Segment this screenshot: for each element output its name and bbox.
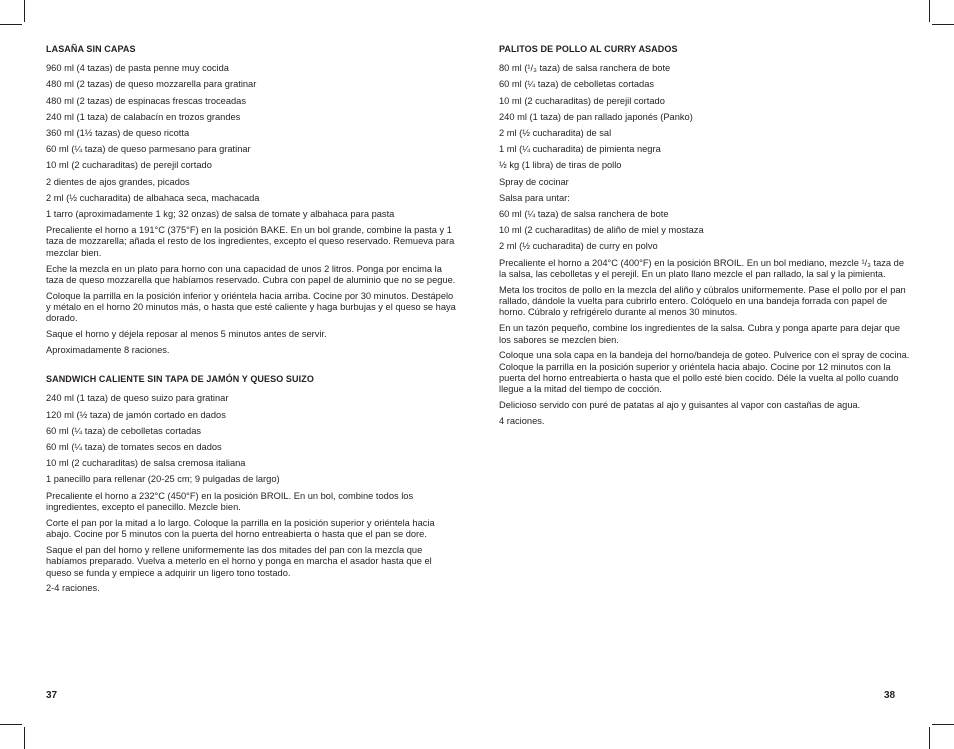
ingredient-line: 10 ml (2 cucharaditas) de aliño de miel y mostaza <box>499 225 704 236</box>
recipe-title: SANDWICH CALIENTE SIN TAPA DE JAMÓN Y QUESO SUIZO <box>46 374 314 385</box>
servings-note: 4 raciones. <box>499 416 545 427</box>
recipe-sandwich <box>46 374 458 595</box>
crop-mark <box>24 727 25 749</box>
ingredient-line: 2 ml (½ cucharadita) de sal <box>499 128 612 139</box>
recipe-lasagna <box>46 44 458 357</box>
ingredient-line: Spray de cocinar <box>499 176 569 187</box>
ingredient-line: 1 tarro (aproximadamente 1 kg; 32 onzas) de salsa de tomate y albahaca para pasta <box>46 208 395 219</box>
page-number-left: 37 <box>46 690 58 701</box>
right-page-column <box>499 44 911 432</box>
ingredient-line: 60 ml (¼ taza) de tomates secos en dados <box>46 441 222 452</box>
servings-note: 2-4 raciones. <box>46 583 100 594</box>
instruction-paragraph: Saque el horno y déjela reposar al menos 5 minutos antes de servir. <box>46 329 327 340</box>
instruction-paragraph: Coloque una sola capa en la bandeja del horno/bandeja de goteo. Pulverice con el spray de cocina. Coloque la parrilla en la posición superior y oriéntela hacia abajo. Cocine por 12 minutos con la puerta del horno entreabierta o hasta que el pollo esté bien cocido. Déle la vuelta al pollo cuando llegue a la mitad del tiempo de cocción. <box>499 350 910 395</box>
ingredient-line: Salsa para untar: <box>499 192 570 203</box>
page-number-right: 38 <box>884 690 896 701</box>
servings-note: Aproximadamente 8 raciones. <box>46 345 170 356</box>
ingredient-line: 10 ml (2 cucharaditas) de perejil cortado <box>46 160 212 171</box>
instruction-paragraph: Eche la mezcla en un plato para horno con una capacidad de unos 2 litros. Ponga por encima la taza de queso mozzarella que habíamos reservado. Cubra con papel de aluminio que no se pegue. <box>46 263 456 285</box>
recipe-title: LASAÑA SIN CAPAS <box>46 44 136 54</box>
ingredient-line: 240 ml (1 taza) de queso suizo para gratinar <box>46 393 229 404</box>
ingredient-line: 60 ml (¼ taza) de salsa ranchera de bote <box>499 208 669 219</box>
ingredient-line: 240 ml (1 taza) de pan rallado japonés (Panko) <box>499 111 693 122</box>
ingredient-line: 60 ml (¼ taza) de cebolletas cortadas <box>46 425 202 436</box>
crop-mark <box>0 24 22 25</box>
instruction-paragraph: Corte el pan por la mitad a lo largo. Coloque la parrilla en la posición superior y oriéntela hacia abajo. Cocine por 5 minutos con la puerta del horno entreabierta o hasta que el pan se dore. <box>46 517 435 540</box>
crop-mark <box>932 24 954 25</box>
ingredient-line: 60 ml (¼ taza) de queso parmesano para gratinar <box>46 144 251 155</box>
ingredient-line: 1 ml (¼ cucharadita) de pimienta negra <box>499 144 661 155</box>
instruction-paragraph: Precaliente el horno a 191°C (375°F) en la posición BAKE. En un bol grande, combine la pasta y 1 taza de mozzarella; añada el resto de los ingredientes, excepto el queso reservado. Remueva para mezclar bien. <box>46 225 455 258</box>
ingredient-line: 240 ml (1 taza) de calabacín en trozos grandes <box>46 111 241 122</box>
instruction-paragraph: Precaliente el horno a 232°C (450°F) en la posición BROIL. En un bol, combine todos los ingredientes, excepto el panecillo. Mezcle bien. <box>46 490 414 512</box>
ingredient-line: ½ kg (1 libra) de tiras de pollo <box>499 160 622 171</box>
recipe-chicken <box>499 44 911 427</box>
ingredient-line: 2 ml (½ cucharadita) de albahaca seca, machacada <box>46 192 260 203</box>
instruction-paragraph: Delicioso servido con puré de patatas al ajo y guisantes al vapor con castañas de agua. <box>499 400 861 411</box>
crop-mark <box>929 0 930 22</box>
crop-mark <box>0 724 22 725</box>
ingredient-line: 480 ml (2 tazas) de queso mozzarella para gratinar <box>46 79 257 90</box>
recipe-title: PALITOS DE POLLO AL CURRY ASADOS <box>499 44 678 54</box>
crop-mark <box>24 0 25 22</box>
crop-mark <box>932 724 954 725</box>
ingredient-line: 60 ml (¼ taza) de cebolletas cortadas <box>499 79 655 90</box>
ingredient-line: 480 ml (2 tazas) de espinacas frescas troceadas <box>46 95 246 106</box>
ingredient-line: 80 ml (¹/₃ taza) de salsa ranchera de bote <box>499 63 671 74</box>
ingredient-line: 2 dientes de ajos grandes, picados <box>46 176 190 187</box>
ingredient-line: 360 ml (1½ tazas) de queso ricotta <box>46 128 190 139</box>
ingredient-line: 960 ml (4 tazas) de pasta penne muy cocida <box>46 63 229 74</box>
instruction-paragraph: Saque el pan del horno y rellene uniformemente las dos mitades del pan con la mezcla que habíamos preparado. Vuelva a meterlo en el horno y ponga en marcha el asador hasta que el queso se funda y empiece a adquirir un ligero tono tostado. <box>46 544 432 578</box>
ingredient-line: 2 ml (½ cucharadita) de curry en polvo <box>499 241 658 252</box>
instruction-paragraph: Coloque la parrilla en la posición inferior y oriéntela hacia arriba. Cocine por 30 minutos. Destápelo y métalo en el horno 20 minutos más, o hasta que esté caliente y haga burbujas y el queso se haya dorado. <box>46 290 456 324</box>
ingredient-line: 1 panecillo para rellenar (20-25 cm; 9 pulgadas de largo) <box>46 474 280 485</box>
ingredient-line: 10 ml (2 cucharaditas) de salsa cremosa italiana <box>46 458 246 469</box>
ingredient-line: 120 ml (½ taza) de jamón cortado en dados <box>46 409 226 420</box>
instruction-paragraph: Meta los trocitos de pollo en la mezcla del aliño y cúbralos uniformemente. Pase el pollo por el pan rallado, dándole la vuelta para cubrirlo entero. Colóquelo en una bandeja forrada con papel de horno. Cúbralo y refrigérelo durante al menos 30 minutos. <box>499 284 906 318</box>
ingredient-line: 10 ml (2 cucharaditas) de perejil cortado <box>499 95 665 106</box>
instruction-paragraph: Precaliente el horno a 204°C (400°F) en la posición BROIL. En un bol mediano, mezcle ¹/₃ taza de la salsa, las cebolletas y el perejil. En un plato llano mezcle el pan rallado, la sal y la pimienta. <box>499 257 905 279</box>
left-page-column <box>46 44 458 599</box>
crop-mark <box>929 727 930 749</box>
instruction-paragraph: En un tazón pequeño, combine los ingredientes de la salsa. Cubra y ponga aparte para dejar que los sabores se mezclen bien. <box>499 323 901 345</box>
